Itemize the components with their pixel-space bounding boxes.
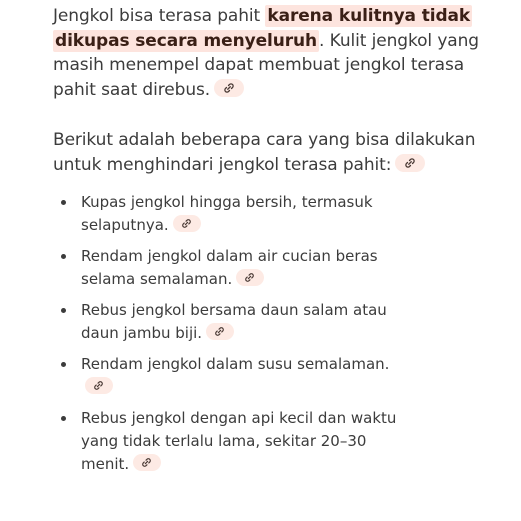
list-item-text: Rebus jengkol bersama daun salam atau daun jambu biji. <box>81 301 387 342</box>
source-link-button[interactable] <box>214 79 244 97</box>
list-item-text: Rendam jengkol dalam susu semalaman. <box>81 355 390 373</box>
list-item <box>53 353 401 399</box>
list-item <box>53 407 401 476</box>
source-link-button[interactable] <box>236 269 264 286</box>
highlighted-phrase[interactable]: karena kulitnya tidak dikupas secara menyeluruh <box>55 6 471 51</box>
bullet-dot <box>61 362 66 367</box>
response-content <box>53 4 493 484</box>
source-link-button[interactable] <box>133 454 161 471</box>
list-item-text: Rebus jengkol dengan api kecil dan waktu yang tidak terlalu lama, sekitar 20–30 menit. <box>81 409 397 473</box>
source-link-button[interactable] <box>173 215 201 232</box>
list-item <box>53 299 401 345</box>
link-icon <box>223 82 235 94</box>
paragraph-intro <box>53 4 493 102</box>
list-item-text: Rendam jengkol dalam air cucian beras selama semalaman. <box>81 247 378 288</box>
source-link-button[interactable] <box>85 377 113 394</box>
source-link-button[interactable] <box>395 154 425 172</box>
tips-list <box>53 191 493 476</box>
source-link-button[interactable] <box>206 323 234 340</box>
list-item-text: Kupas jengkol hingga bersih, termasuk selaputnya. <box>81 193 373 234</box>
link-icon <box>404 157 416 169</box>
paragraph-tips-text: Berikut adalah beberapa cara yang bisa dilakukan untuk menghindari jengkol terasa pahit: <box>53 130 476 175</box>
paragraph-tips <box>53 128 493 177</box>
link-icon <box>244 272 255 283</box>
bullet-dot <box>61 200 66 205</box>
link-icon <box>141 457 152 468</box>
link-icon <box>181 218 192 229</box>
paragraph-intro-before: Jengkol bisa terasa pahit <box>53 6 266 26</box>
list-item <box>53 245 401 291</box>
link-icon <box>93 380 104 391</box>
list-item <box>53 191 401 237</box>
paragraph-intro-after: . Kulit jengkol yang masih menempel dapat membuat jengkol terasa pahit saat direbus. <box>53 30 479 100</box>
bullet-dot <box>61 416 66 421</box>
link-icon <box>214 326 225 337</box>
bullet-dot <box>61 254 66 259</box>
bullet-dot <box>61 308 66 313</box>
